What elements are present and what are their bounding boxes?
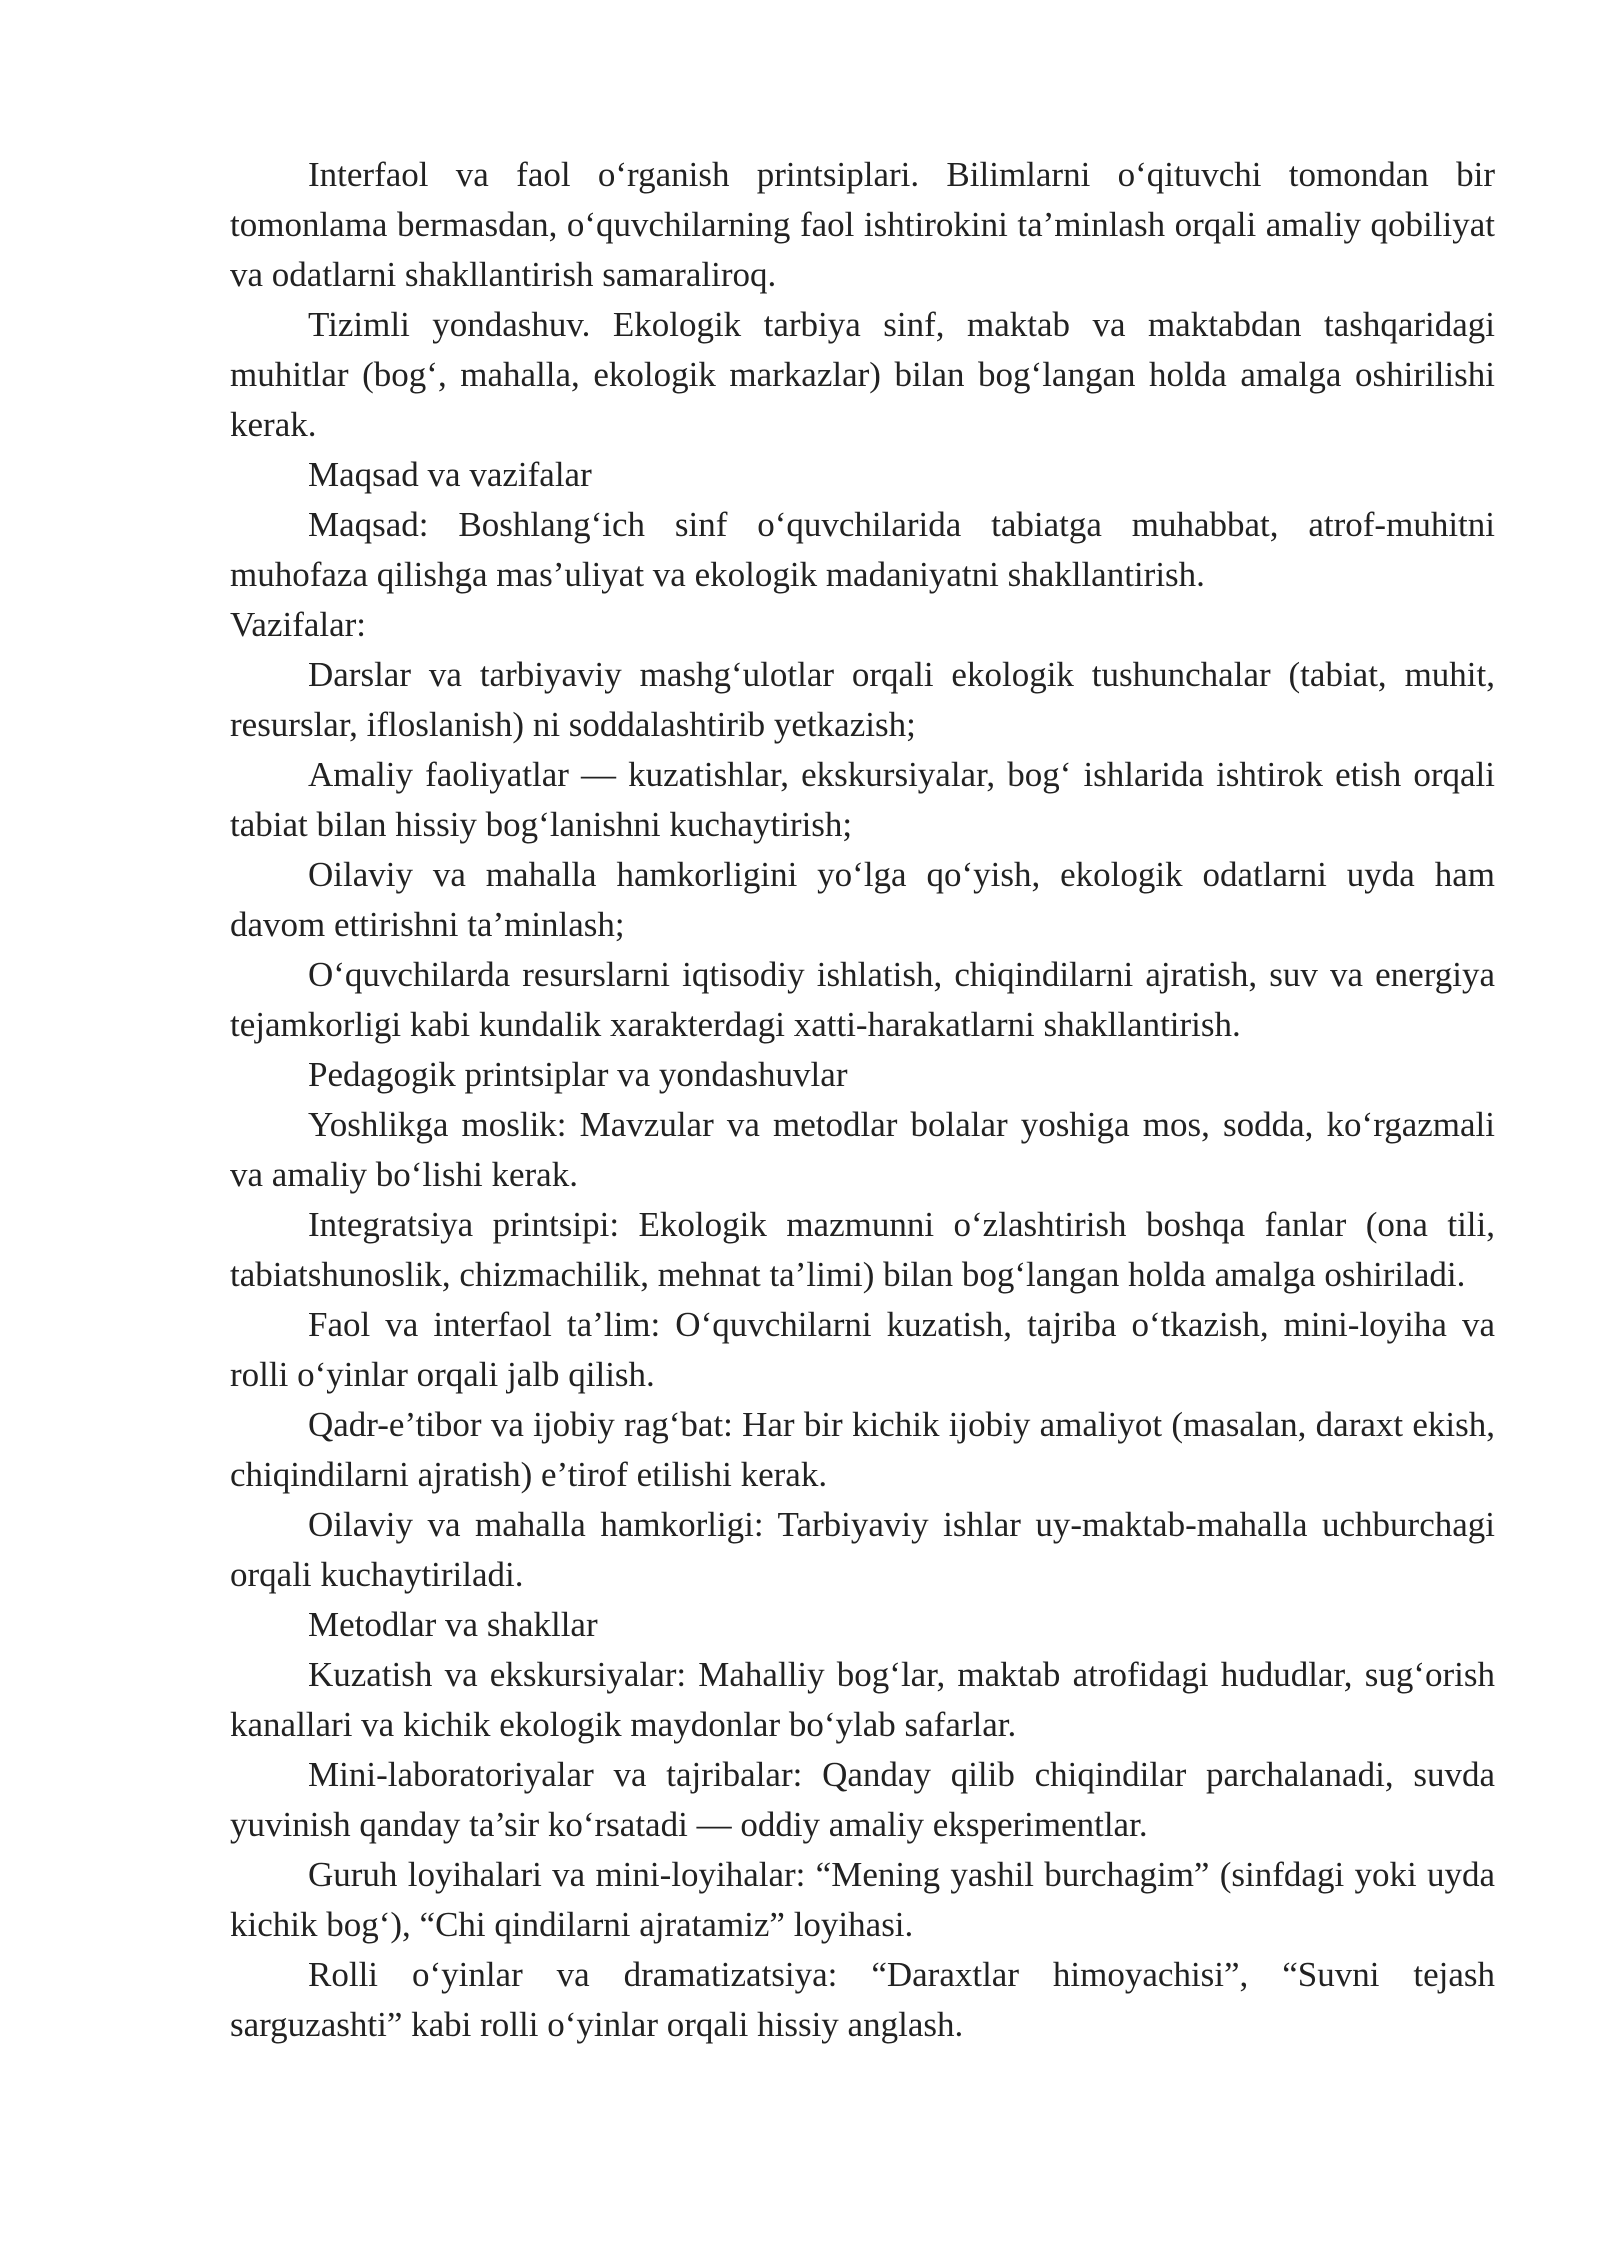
paragraph-positive-encouragement: Qadr-e’tibor va ijobiy rag‘bat: Har bir kichik ijobiy amaliyot (masalan, daraxt ekish, chiqindilarni ajratish) e’tirof etilishi kerak. [230, 1405, 1495, 1494]
paragraph-age-appropriateness: Yoshlikga moslik: Mavzular va metodlar bolalar yoshiga mos, sodda, ko‘rgazmali va amaliy bo‘lishi kerak. [230, 1105, 1495, 1194]
document-page [230, 150, 1495, 2050]
paragraph-task-family: Oilaviy va mahalla hamkorligini yo‘lga qo‘yish, ekologik odatlarni uyda ham davom ettirishni ta’minlash; [230, 855, 1495, 944]
heading-goals-and-tasks: Maqsad va vazifalar [308, 455, 592, 494]
paragraph-goal: Maqsad: Boshlang‘ich sinf o‘quvchilarida tabiatga muhabbat, atrof-muhitni muhofaza qilishga mas’uliyat va ekologik madaniyatni shakllantirish. [230, 505, 1495, 594]
paragraph-active-learning: Faol va interfaol ta’lim: O‘quvchilarni kuzatish, tajriba o‘tkazish, mini-loyiha va rolli o‘yinlar orqali jalb qilish. [230, 1305, 1495, 1394]
paragraph-group-projects: Guruh loyihalari va mini-loyihalar: “Mening yashil burchagim” (sinfdagi yoki uyda kichik bog‘), “Chi qindilarni ajratamiz” loyihasi. [230, 1855, 1495, 1944]
heading-methods-and-forms: Metodlar va shakllar [308, 1605, 598, 1644]
paragraph-interactive-learning: Interfaol va faol o‘rganish printsiplari. Bilimlarni o‘qituvchi tomondan bir tomonlama bermasdan, o‘quvchilarning faol ishtirokini ta’minlash orqali amaliy qobiliyat va odatlarni shakllantirish samaraliroq. [230, 155, 1495, 294]
paragraph-integration: Integratsiya printsipi: Ekologik mazmunni o‘zlashtirish boshqa fanlar (ona tili, tabiatshunoslik, chizmachilik, mehnat ta’limi) bilan bog‘langan holda amalga oshiriladi. [230, 1205, 1495, 1294]
paragraph-systematic-approach: Tizimli yondashuv. Ekologik tarbiya sinf, maktab va maktabdan tashqaridagi muhitlar (bog‘, mahalla, ekologik markazlar) bilan bog‘langan holda amalga oshirilishi kerak. [230, 305, 1495, 444]
paragraph-family-cooperation: Oilaviy va mahalla hamkorligi: Tarbiyaviy ishlar uy-maktab-mahalla uchburchagi orqali kuchaytiriladi. [230, 1505, 1495, 1594]
paragraph-task-lessons: Darslar va tarbiyaviy mashg‘ulotlar orqali ekologik tushunchalar (tabiat, muhit, resurslar, ifloslanish) ni soddalashtirib yetkazish; [230, 655, 1495, 744]
label-tasks: Vazifalar: [230, 605, 367, 644]
paragraph-task-practical: Amaliy faoliyatlar — kuzatishlar, ekskursiyalar, bog‘ ishlarida ishtirok etish orqali tabiat bilan hissiy bog‘lanishni kuchaytirish; [230, 755, 1495, 844]
paragraph-role-play: Rolli o‘yinlar va dramatizatsiya: “Daraxtlar himoyachisi”, “Suvni tejash sarguzashti” kabi rolli o‘yinlar orqali hissiy anglash. [230, 1955, 1495, 2044]
paragraph-task-resources: O‘quvchilarda resurslarni iqtisodiy ishlatish, chiqindilarni ajratish, suv va energiya tejamkorligi kabi kundalik xarakterdagi xatti-harakatlarni shakllantirish. [230, 955, 1495, 1044]
paragraph-observation-excursions: Kuzatish va ekskursiyalar: Mahalliy bog‘lar, maktab atrofidagi hududlar, sug‘orish kanallari va kichik ekologik maydonlar bo‘ylab safarlar. [230, 1655, 1495, 1744]
heading-pedagogical-principles: Pedagogik printsiplar va yondashuvlar [308, 1055, 848, 1094]
paragraph-mini-labs: Mini-laboratoriyalar va tajribalar: Qanday qilib chiqindilar parchalanadi, suvda yuvinish qanday ta’sir ko‘rsatadi — oddiy amaliy eksperimentlar. [230, 1755, 1495, 1844]
